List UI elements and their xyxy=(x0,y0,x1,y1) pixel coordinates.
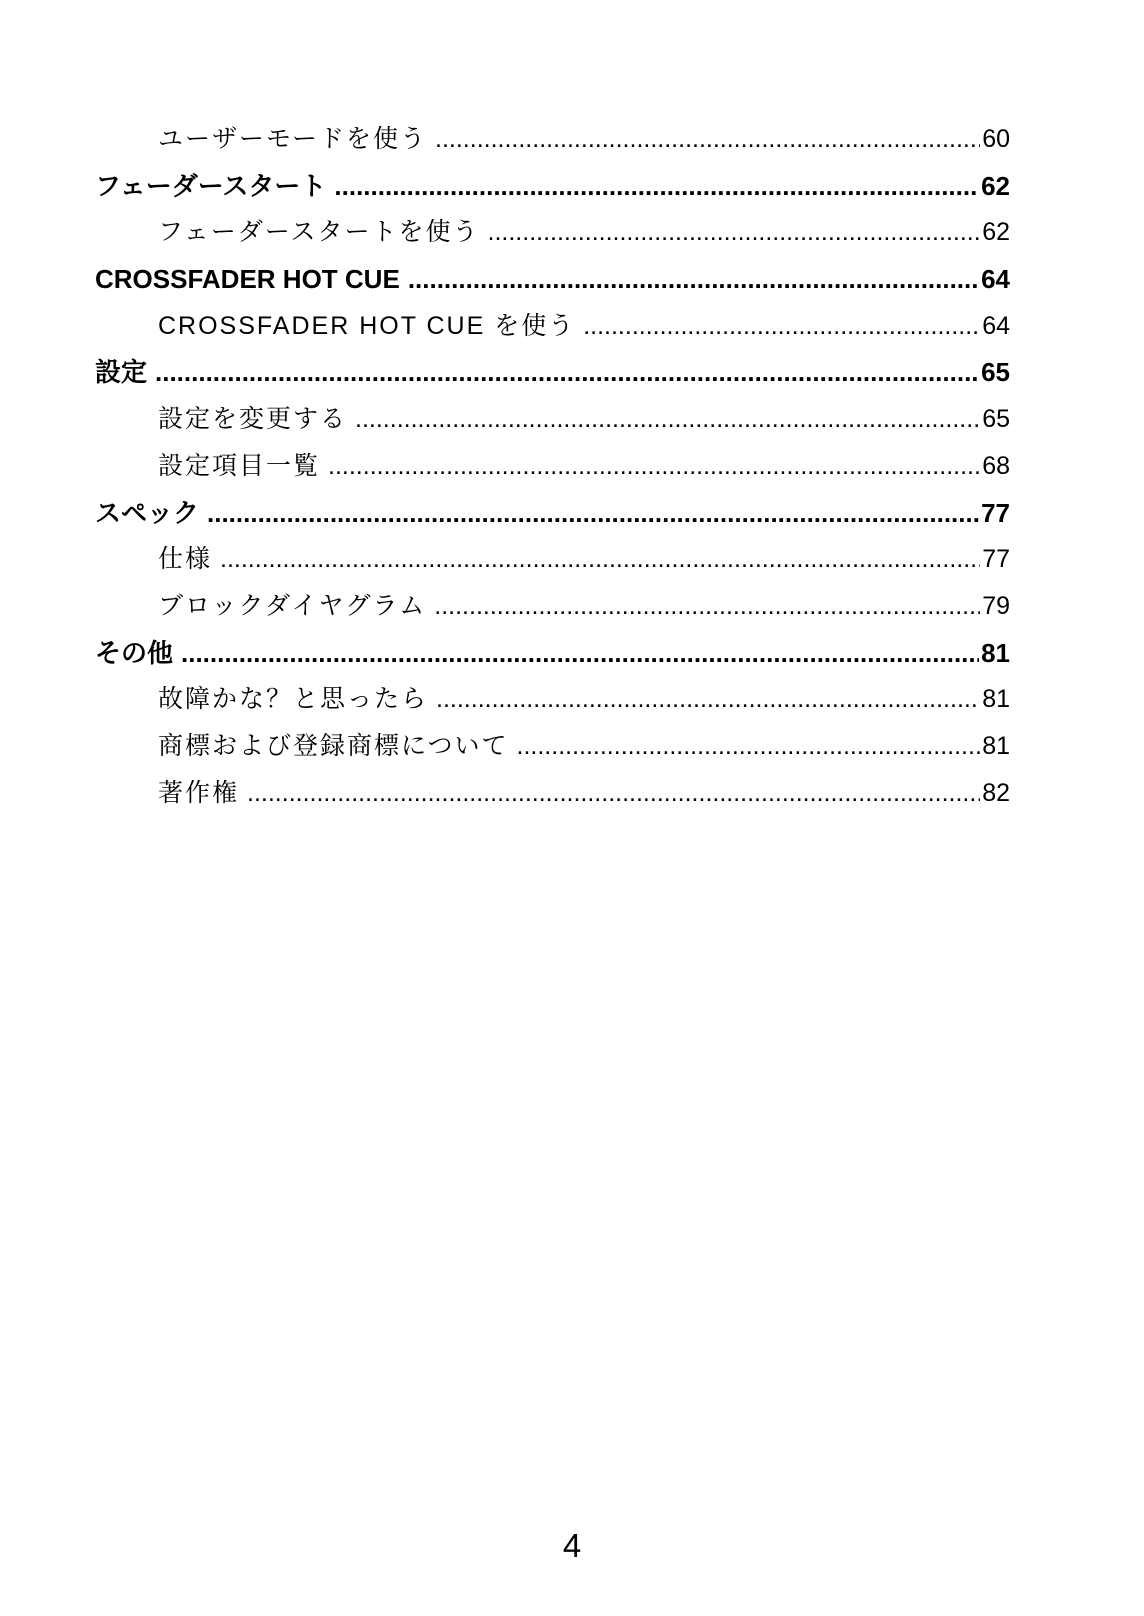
dot-leader xyxy=(436,676,980,723)
toc-section-title: フェーダースタート xyxy=(95,170,327,201)
dot-leader xyxy=(435,116,980,163)
toc-entry-page: 81 xyxy=(982,731,1010,760)
toc-entry-page: 81 xyxy=(982,685,1010,714)
toc-entry-title: 設定項目一覧 xyxy=(158,451,321,480)
dot-leader xyxy=(328,443,980,490)
toc-section-title: 設定 xyxy=(95,357,148,388)
toc-entry-page: 77 xyxy=(982,545,1010,574)
toc-entry-title: ブロックダイヤグラム xyxy=(158,591,427,620)
toc-section-page: 81 xyxy=(981,637,1010,668)
page-number: 4 xyxy=(562,1527,582,1564)
toc-section-page: 64 xyxy=(981,264,1010,295)
dot-leader xyxy=(583,303,980,350)
dot-leader xyxy=(334,163,979,210)
dot-leader xyxy=(517,723,981,770)
dot-leader xyxy=(434,583,980,630)
toc-section-page: 62 xyxy=(981,170,1010,201)
toc-section-title: スペック xyxy=(95,497,200,528)
toc-section-page: 77 xyxy=(981,497,1010,528)
toc-entry-page: 65 xyxy=(982,405,1010,434)
toc-section-specs[interactable] xyxy=(95,490,1010,537)
toc-entry-user-mode[interactable] xyxy=(95,116,1010,163)
toc-entry-title: 仕様 xyxy=(158,545,213,574)
toc-section-others[interactable] xyxy=(95,630,1010,677)
table-of-contents xyxy=(95,116,1010,816)
toc-entry-title: 著作権 xyxy=(158,778,240,807)
toc-entry-use-crossfader-hot-cue[interactable] xyxy=(95,303,1010,350)
toc-entry-page: 64 xyxy=(982,311,1010,340)
toc-entry-title: 故障かな？と思ったら xyxy=(158,685,429,714)
dot-leader xyxy=(181,630,979,677)
toc-entry-title: 設定を変更する xyxy=(158,405,348,434)
toc-entry-page: 62 xyxy=(982,218,1010,247)
toc-section-title: CROSSFADER HOT CUE xyxy=(95,264,400,295)
toc-entry-trademarks[interactable] xyxy=(95,723,1010,770)
toc-section-settings[interactable] xyxy=(95,349,1010,396)
toc-entry-specifications[interactable] xyxy=(95,536,1010,583)
toc-entry-use-fader-start[interactable] xyxy=(95,209,1010,256)
dot-leader xyxy=(220,536,980,583)
toc-entry-title: 商標および登録商標について xyxy=(158,731,509,760)
toc-entry-troubleshooting[interactable] xyxy=(95,676,1010,723)
dot-leader xyxy=(247,770,980,817)
toc-entry-title: フェーダースタートを使う xyxy=(158,218,480,247)
dot-leader xyxy=(155,349,979,396)
toc-section-fader-start[interactable] xyxy=(95,163,1010,210)
toc-entry-block-diagram[interactable] xyxy=(95,583,1010,630)
toc-entry-page: 79 xyxy=(982,591,1010,620)
toc-entry-settings-list[interactable] xyxy=(95,443,1010,490)
dot-leader xyxy=(207,490,979,537)
toc-entry-page: 68 xyxy=(982,451,1010,480)
toc-entry-change-settings[interactable] xyxy=(95,396,1010,443)
toc-entry-title: CROSSFADER HOT CUE を使う xyxy=(158,311,576,340)
toc-entry-page: 60 xyxy=(982,125,1010,153)
dot-leader xyxy=(408,256,979,303)
toc-section-page: 65 xyxy=(981,357,1010,388)
toc-entry-copyright[interactable] xyxy=(95,770,1010,817)
dot-leader xyxy=(355,396,980,443)
toc-section-title: その他 xyxy=(95,637,174,668)
dot-leader xyxy=(488,209,981,256)
toc-entry-title: ユーザーモードを使う xyxy=(158,125,428,153)
toc-section-crossfader-hot-cue[interactable] xyxy=(95,256,1010,303)
toc-entry-page: 82 xyxy=(982,778,1010,807)
